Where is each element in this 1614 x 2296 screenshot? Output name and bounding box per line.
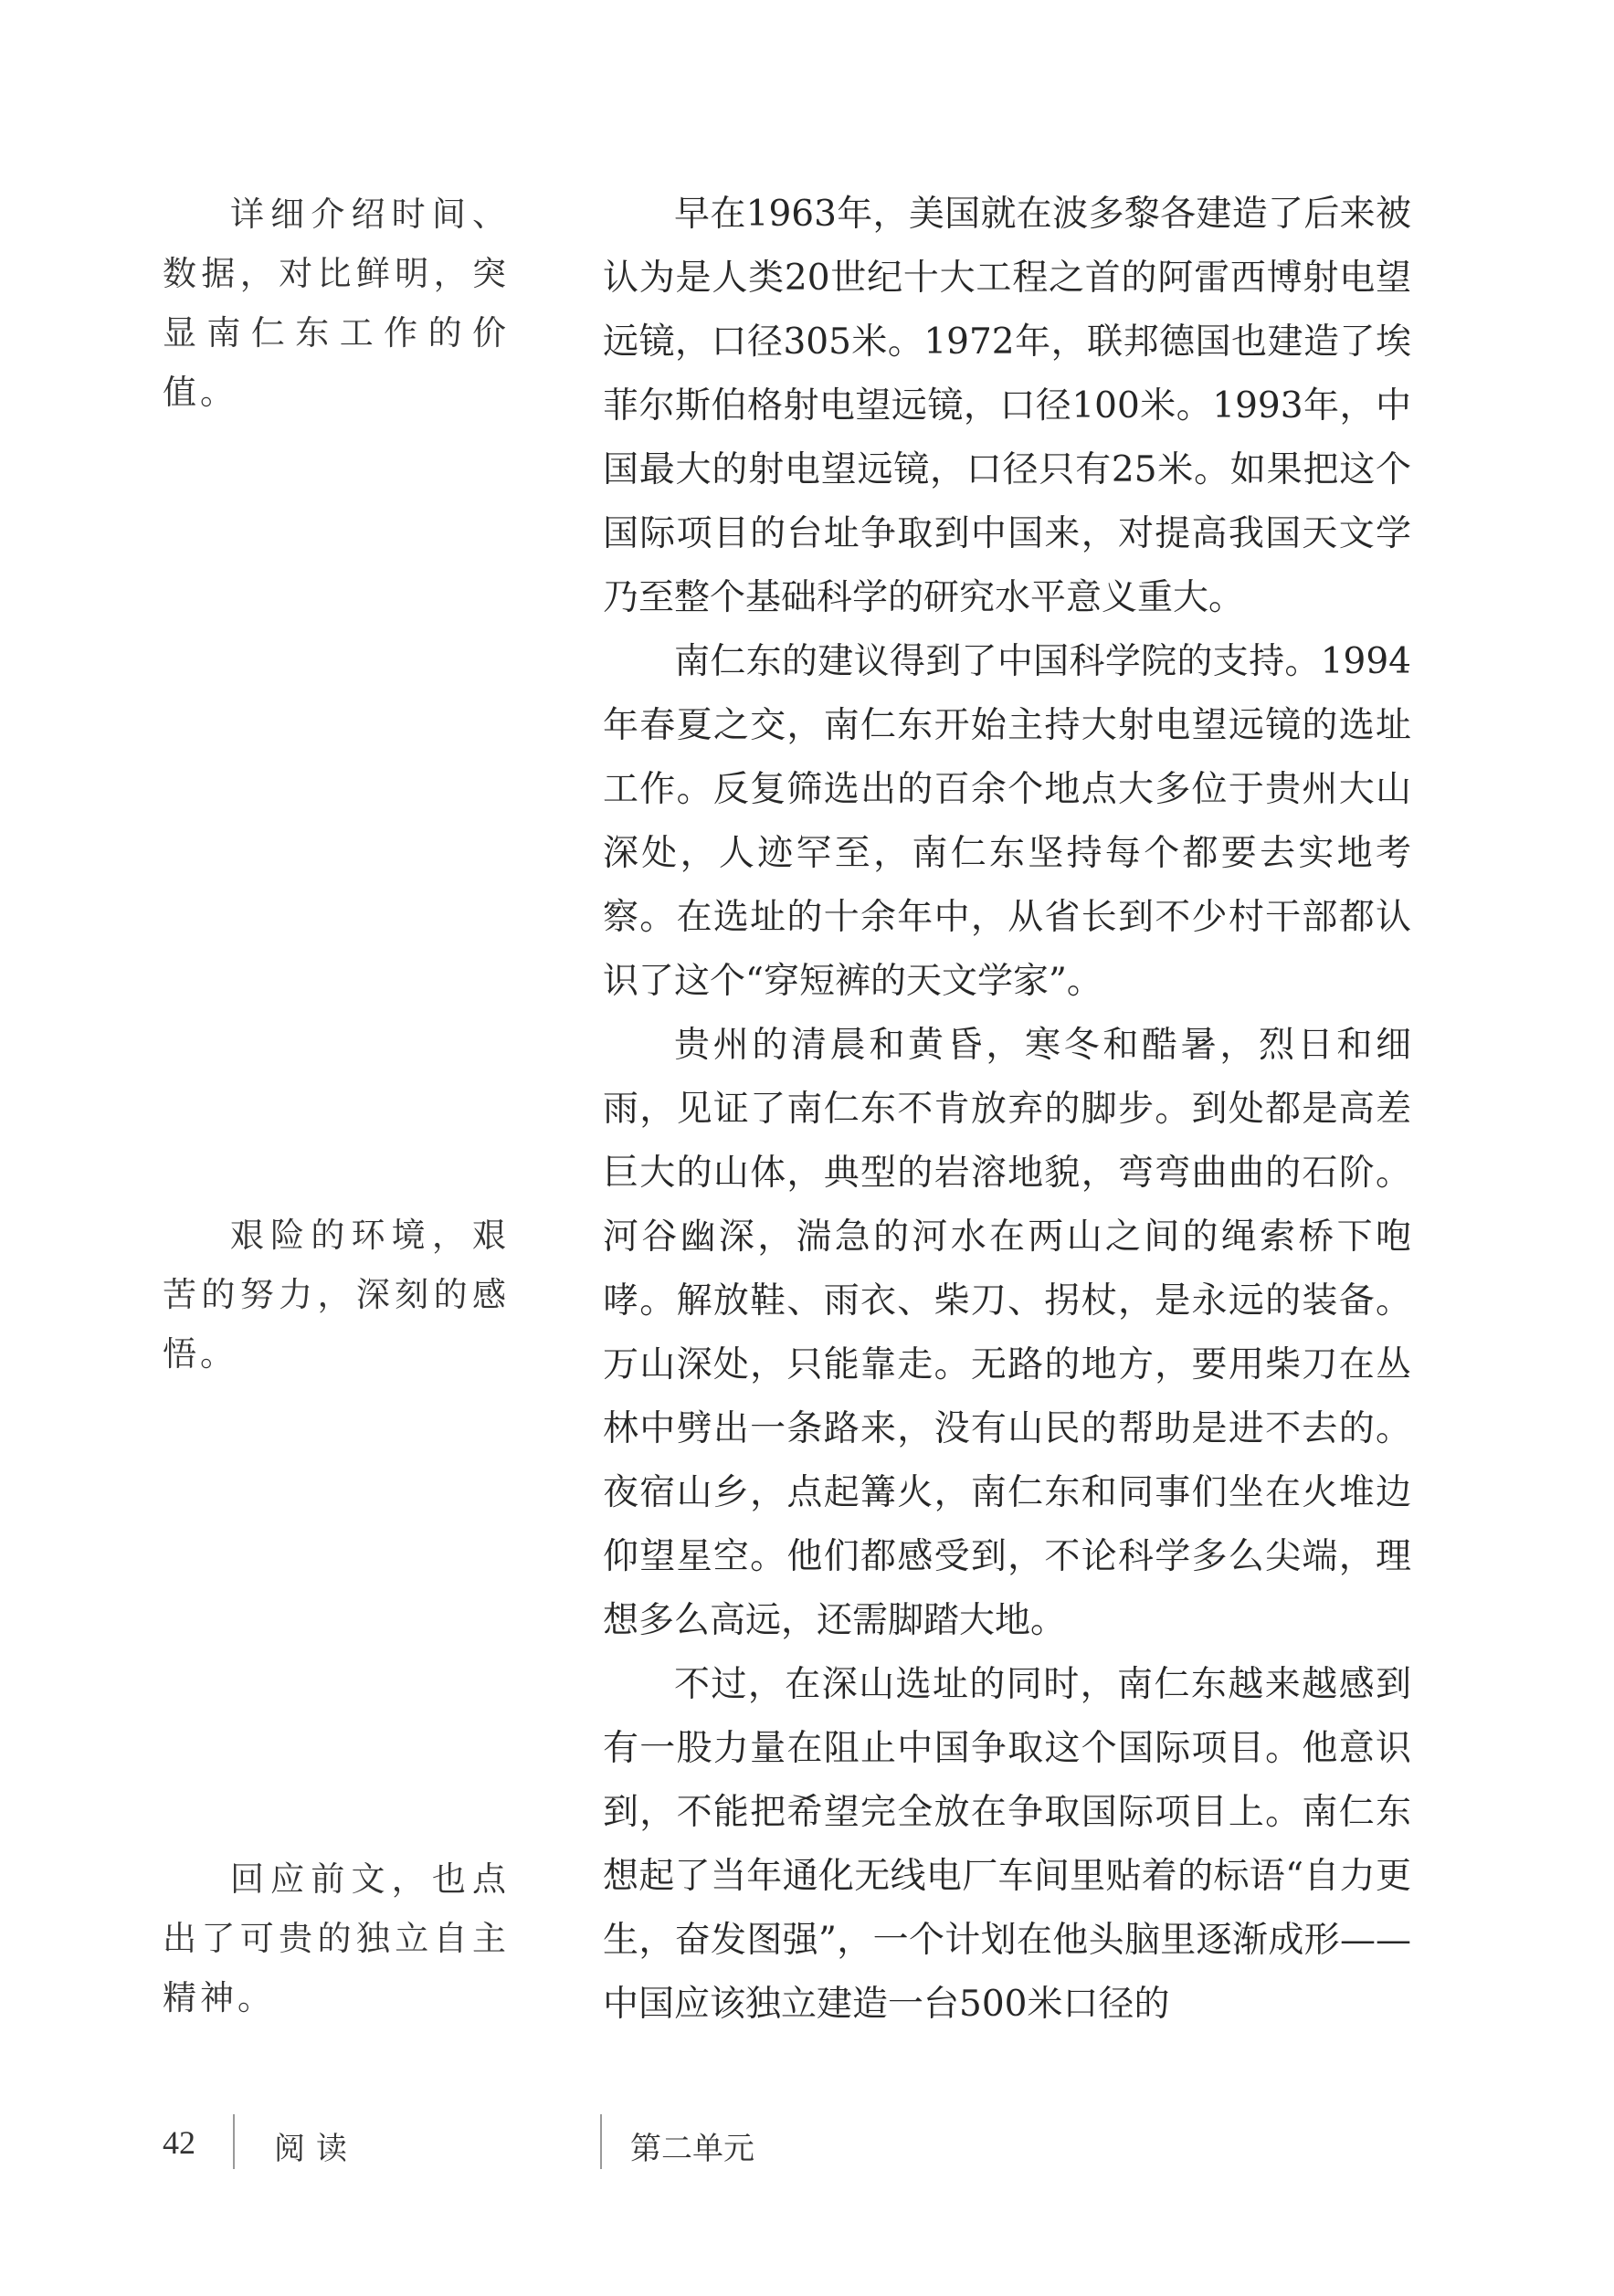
main-text: [603, 183, 1411, 2037]
paragraph: 贵州的清晨和黄昏，寒冬和酷暑，烈日和细雨，见证了南仁东不肯放弃的脚步。到处都是高差巨大的山体，典型的岩溶地貌，弯弯曲曲的石阶。河谷幽深，湍急的河水在两山之间的绳索桥下咆哮。解放鞋、雨衣、柴刀、拐杖，是永远的装备。万山深处，只能靠走。无路的地方，要用柴刀在丛林中劈出一条路来，没有山民的帮助是进不去的。夜宿山乡，点起篝火，南仁东和同事们坐在火堆边仰望星空。他们都感受到，不论科学多么尖端，理想多么高远，还需脚踏大地。: [603, 1025, 1411, 1641]
paragraph: 早在1963年，美国就在波多黎各建造了后来被认为是人类20世纪十大工程之首的阿雷西博射电望远镜，口径305米。1972年，联邦德国也建造了埃菲尔斯伯格射电望远镜，口径100米。1993年，中国最大的射电望远镜，口径只有25米。如果把这个国际项目的台址争取到中国来，对提高我国天文学乃至整个基础科学的研究水平意义重大。: [603, 194, 1411, 618]
footer-divider: [600, 2114, 602, 2169]
unit-name: 第二单元: [630, 2131, 754, 2167]
section-name: 阅读: [274, 2131, 358, 2167]
margin-note: 艰险的环境，艰苦的努力，深刻的感悟。: [163, 1216, 510, 1374]
paragraph: 南仁东的建议得到了中国科学院的支持。1994年春夏之交，南仁东开始主持大射电望远镜的选址工作。反复筛选出的百余个地点大多位于贵州大山深处，人迹罕至，南仁东坚持每个都要去实地考察。在选址的十余年中，从省长到不少村干部都认识了这个“穿短裤的天文学家”。: [603, 641, 1411, 1002]
page-number: 42: [163, 2124, 195, 2161]
paragraph: 不过，在深山选址的同时，南仁东越来越感到有一股力量在阻止中国争取这个国际项目。他意识到，不能把希望完全放在争取国际项目上。南仁东想起了当年通化无线电厂车间里贴着的标语“自力更生，奋发图强”，一个计划在他头脑里逐渐成形——中国应该独立建造一台500米口径的: [603, 1664, 1411, 2025]
margin-note: 回应前文，也点出了可贵的独立自主精神。: [163, 1859, 510, 2017]
footer-divider: [233, 2114, 235, 2169]
page-footer: [0, 2114, 1614, 2178]
margin-note: 详细介绍时间、数据，对比鲜明，突显南仁东工作的价值。: [163, 195, 510, 412]
